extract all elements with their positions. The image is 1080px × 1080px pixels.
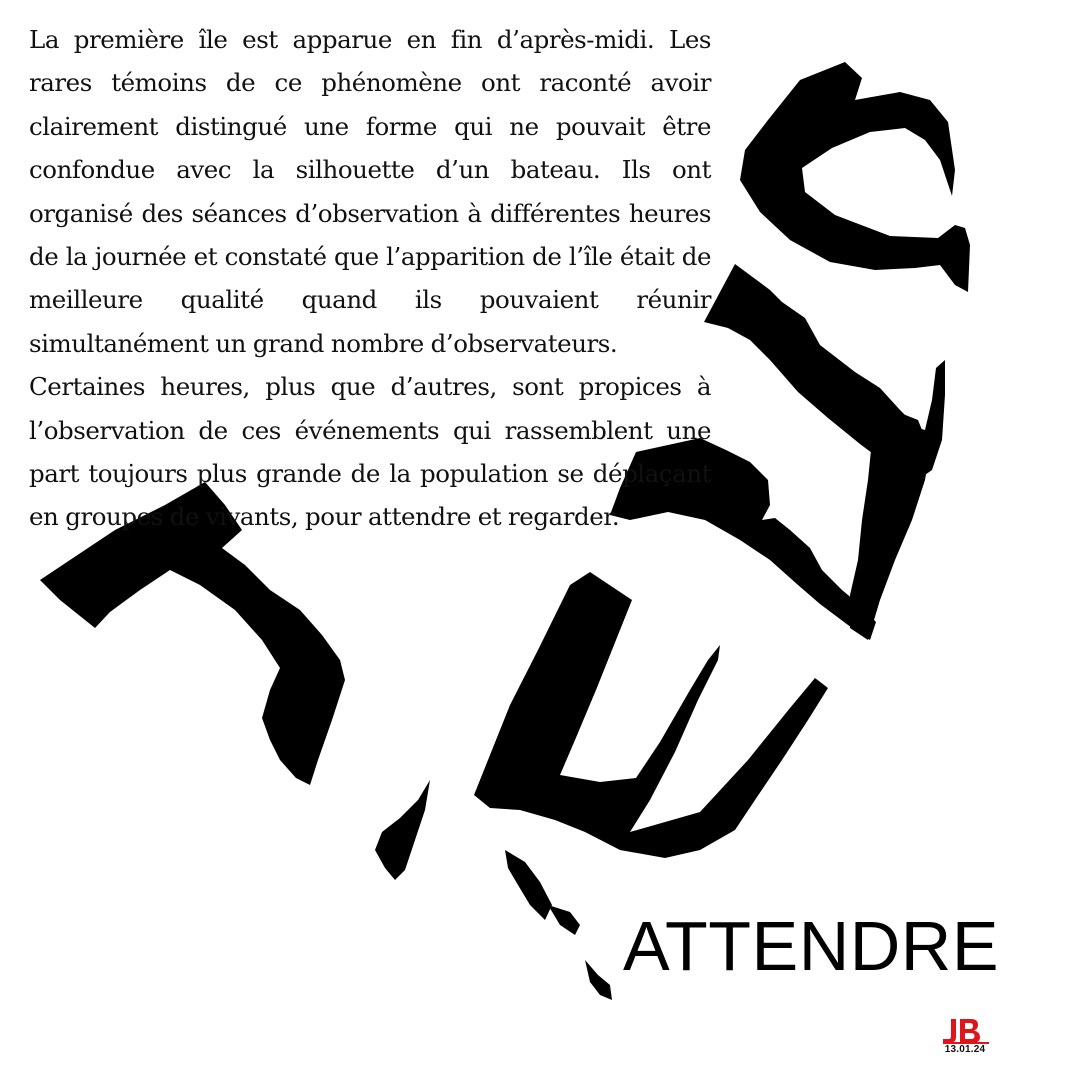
letterform-fragment-bottom-2 [548, 905, 580, 935]
story-paragraph [29, 18, 711, 539]
letterform-fragment-left [375, 780, 430, 880]
title-attendre: ATTENDRE [623, 907, 1000, 985]
signature-date: 13.01.24 [944, 1044, 986, 1055]
letterform-e [474, 572, 828, 858]
paragraph-1: La première île est apparue en fin d’après-midi. Les rares témoins de ce phénomène ont raconté avoir clairement distingué une forme qui ne pouvait être confondue avec la silhouette d’un bateau. Ils ont organisé des séances d’observation à différentes heures de la journée et constaté que l’apparition de l’île était de meilleure qualité quand ils pouvaient réunir simultanément un grand nombre d’observateurs. [29, 25, 711, 358]
jb-monogram-logo [939, 1017, 991, 1045]
paragraph-2: Certaines heures, plus que d’autres, sont propices à l’observation de ces événements qui rassemblent une part toujours plus grande de la population se déplaçant en groupes de vivants, pour attendre et regarder. [29, 372, 711, 532]
signature [937, 1017, 993, 1053]
letterform-fragment-bottom-3 [585, 960, 612, 1000]
letterform-fragment-bottom-1 [505, 850, 552, 920]
letterform-curve [740, 62, 970, 292]
